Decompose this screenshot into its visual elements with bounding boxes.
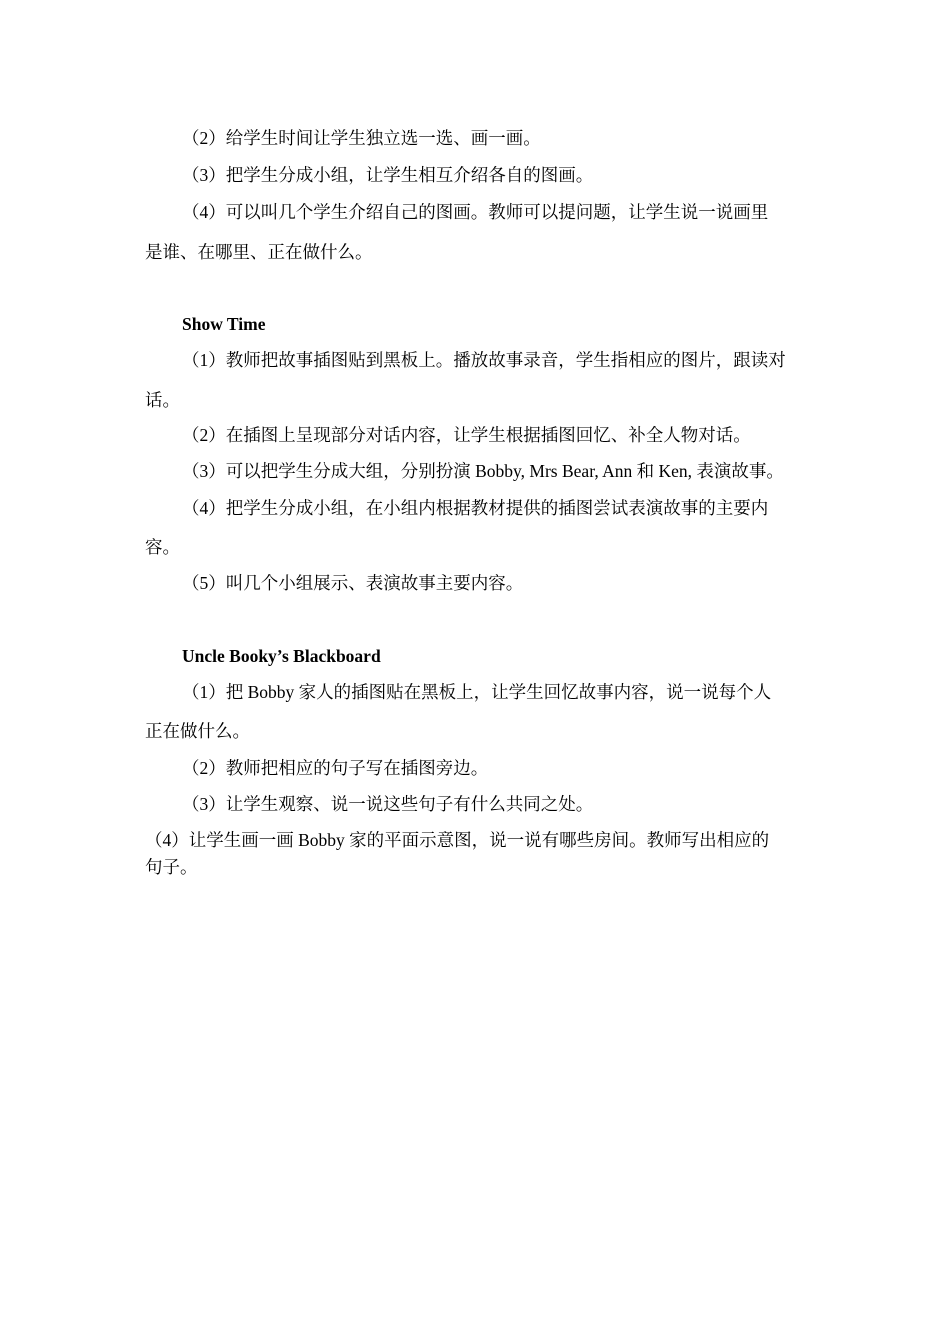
paragraph-line: 话。 <box>145 390 180 410</box>
paragraph-line: （4）可以叫几个学生介绍自己的图画。教师可以提问题，让学生说一说画里 <box>182 202 769 222</box>
paragraph-line: （2）在插图上呈现部分对话内容，让学生根据插图回忆、补全人物对话。 <box>182 425 751 445</box>
paragraph-line: 是谁、在哪里、正在做什么。 <box>145 242 373 262</box>
paragraph-line: （5）叫几个小组展示、表演故事主要内容。 <box>182 573 524 593</box>
paragraph-line: （4）让学生画一画 Bobby 家的平面示意图，说一说有哪些房间。教师写出相应的 <box>145 830 770 850</box>
paragraph-line: （3）让学生观察、说一说这些句子有什么共同之处。 <box>182 794 594 814</box>
paragraph-line: （3）可以把学生分成大组，分别扮演 Bobby, Mrs Bear, Ann 和 Ken, 表演故事。 <box>182 461 784 481</box>
paragraph-line: （3）把学生分成小组，让学生相互介绍各自的图画。 <box>182 165 594 185</box>
paragraph-line: （2）给学生时间让学生独立选一选、画一画。 <box>182 128 541 148</box>
paragraph-line: 正在做什么。 <box>145 721 250 741</box>
paragraph-line: 容。 <box>145 537 180 557</box>
paragraph-line: 句子。 <box>145 857 198 877</box>
paragraph-line: （1）把 Bobby 家人的插图贴在黑板上，让学生回忆故事内容，说一说每个人 <box>182 682 772 702</box>
paragraph-line: （1）教师把故事插图贴到黑板上。播放故事录音，学生指相应的图片，跟读对 <box>182 350 786 370</box>
section-heading: Uncle Booky’s Blackboard <box>182 646 381 666</box>
paragraph-line: （2）教师把相应的句子写在插图旁边。 <box>182 758 489 778</box>
paragraph-line: （4）把学生分成小组，在小组内根据教材提供的插图尝试表演故事的主要内 <box>182 498 769 518</box>
section-heading: Show Time <box>182 314 266 334</box>
